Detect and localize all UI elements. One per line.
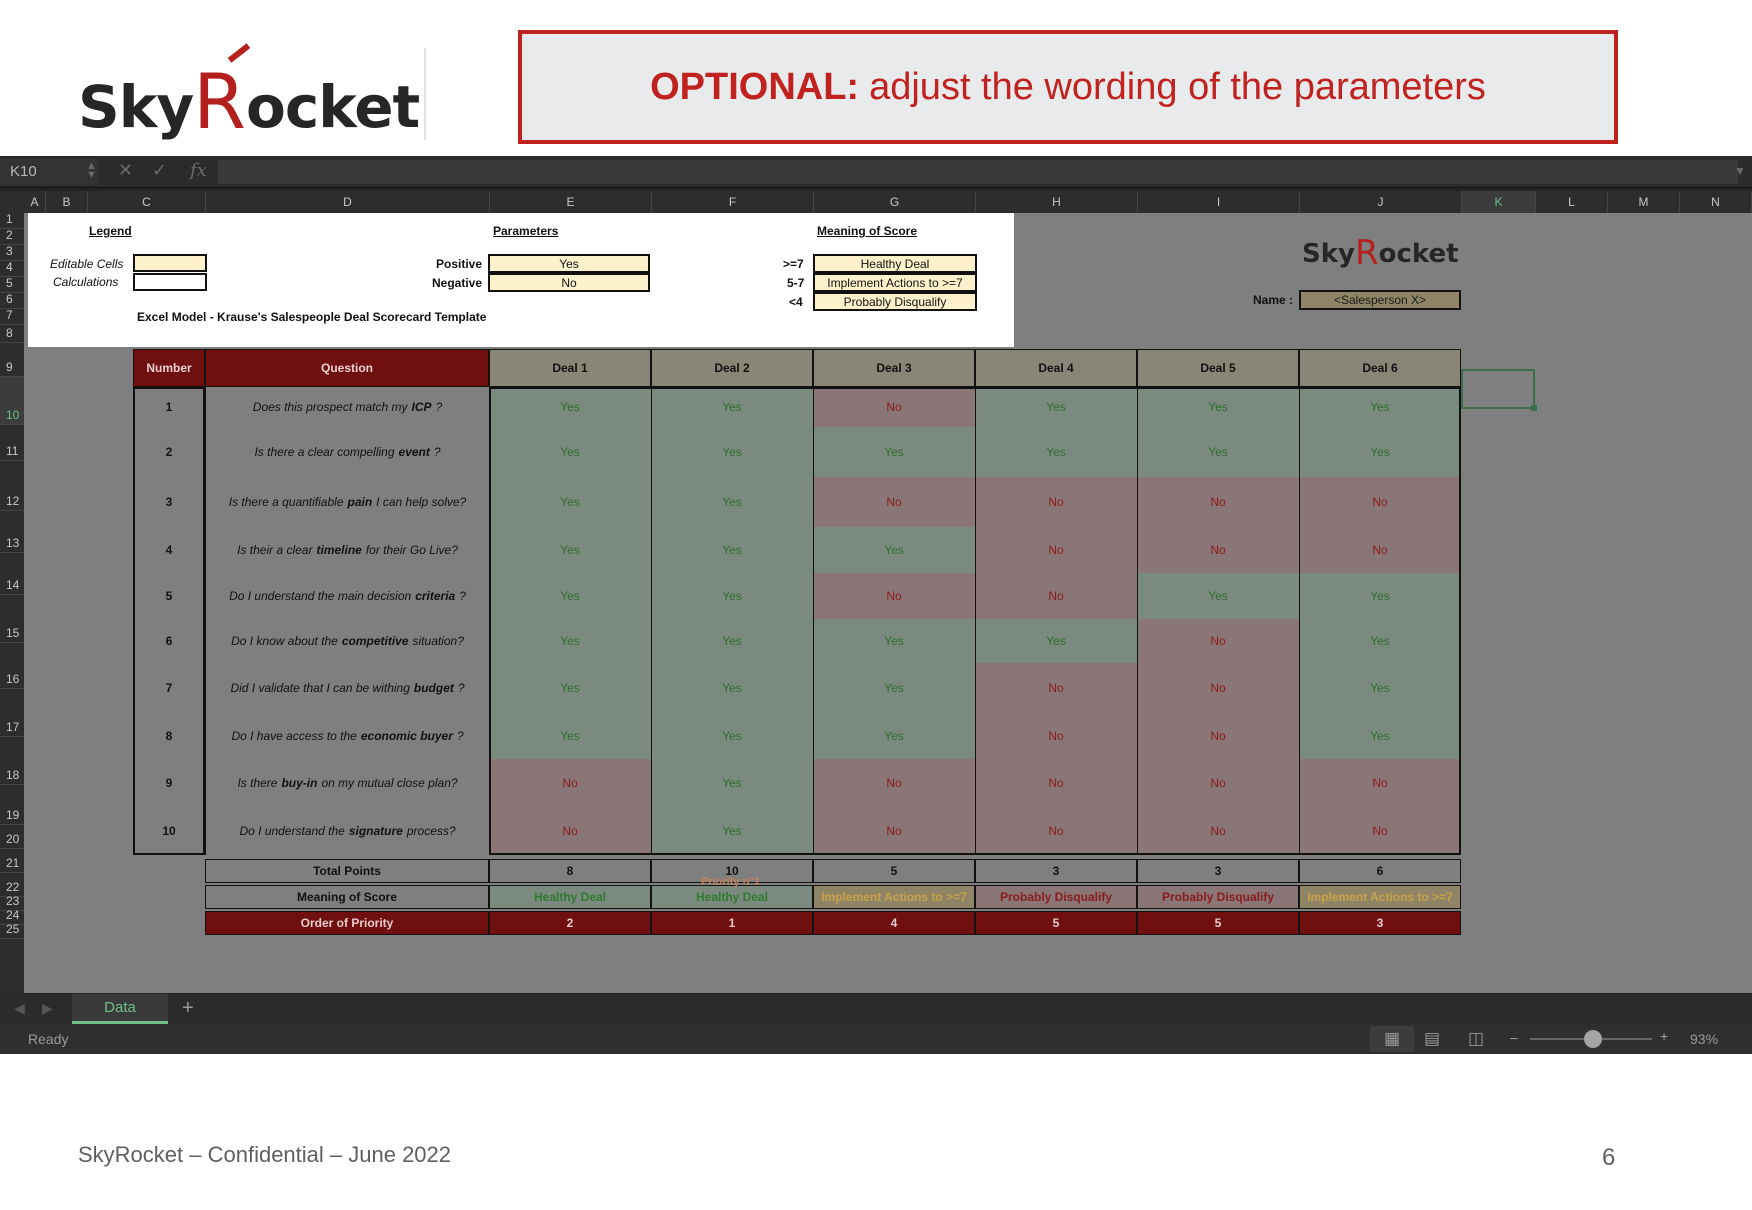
question-keyword: event: [398, 445, 430, 459]
footer-text: SkyRocket – Confidential – June 2022: [78, 1142, 452, 1167]
question-pre: Do I have access to the: [231, 729, 357, 743]
order-of-priority-cell: 2: [489, 911, 651, 935]
column-header[interactable]: J: [1300, 191, 1462, 213]
question-text: [205, 527, 489, 573]
header-deal: Deal 5: [1137, 349, 1299, 387]
question-text: [205, 573, 489, 619]
row-header[interactable]: 3: [0, 245, 24, 261]
question-number: 10: [162, 824, 176, 838]
answer-cell[interactable]: Yes: [651, 759, 813, 807]
order-of-priority-cell: 1: [651, 911, 813, 935]
banner-text: adjust the wording of the parameters: [869, 65, 1486, 108]
answer-cell[interactable]: Yes: [975, 387, 1137, 427]
scroll-left-icon[interactable]: ◀: [14, 1000, 25, 1016]
row-header[interactable]: 10: [0, 377, 24, 425]
column-header[interactable]: I: [1138, 191, 1300, 213]
answer-cell[interactable]: No: [813, 807, 975, 855]
total-points-cell: 5: [813, 859, 975, 883]
status-bar: [0, 1024, 1752, 1054]
meaning-of-score-cell: Healthy Deal: [651, 885, 813, 909]
question-pre: Is there: [237, 776, 278, 790]
question-text: [205, 477, 489, 527]
order-of-priority-cell: 5: [975, 911, 1137, 935]
page-break-icon[interactable]: ◫: [1468, 1029, 1485, 1048]
answer-cell[interactable]: No: [1299, 527, 1461, 573]
row-header[interactable]: 9: [0, 343, 24, 377]
answer-cell[interactable]: Yes: [489, 387, 651, 427]
logo-text-sky: Sky: [78, 73, 194, 141]
question-text: [205, 619, 489, 663]
question-number: 7: [165, 681, 173, 695]
answer-cell[interactable]: Yes: [651, 713, 813, 759]
answer-cell[interactable]: Yes: [975, 427, 1137, 477]
answer-cell[interactable]: Yes: [489, 713, 651, 759]
status-text: Ready: [28, 1031, 69, 1047]
answer-cell[interactable]: Yes: [1137, 427, 1299, 477]
column-header[interactable]: L: [1536, 191, 1608, 213]
answer-cell[interactable]: No: [975, 573, 1137, 619]
legend-editable-swatch: [133, 254, 207, 272]
answer-cell[interactable]: Yes: [489, 619, 651, 663]
total-points-cell: 10: [651, 859, 813, 883]
confirm-icon[interactable]: ✓: [152, 160, 168, 180]
answer-cell[interactable]: Yes: [1137, 573, 1299, 619]
name-label: Name :: [1253, 293, 1294, 307]
column-header[interactable]: C: [88, 191, 206, 213]
answer-cell[interactable]: Yes: [489, 573, 651, 619]
answer-cell[interactable]: Yes: [975, 619, 1137, 663]
column-header[interactable]: A: [24, 191, 46, 213]
row-header[interactable]: 16: [0, 643, 24, 689]
cancel-icon[interactable]: ✕: [118, 160, 134, 180]
total-points-cell: 3: [1137, 859, 1299, 883]
total-points-cell: 6: [1299, 859, 1461, 883]
logo-text-ocket: ocket: [245, 73, 420, 141]
order-of-priority-cell: 5: [1137, 911, 1299, 935]
question-pre: Is there a quantifiable: [228, 495, 344, 509]
answer-cell[interactable]: No: [975, 759, 1137, 807]
answer-cell[interactable]: No: [975, 713, 1137, 759]
row-header[interactable]: 25: [0, 925, 24, 939]
page-number: 6: [1602, 1144, 1616, 1171]
answer-cell[interactable]: No: [975, 527, 1137, 573]
answer-cell[interactable]: Yes: [1299, 713, 1461, 759]
legend-title: Legend: [89, 224, 132, 238]
question-number: 5: [165, 589, 173, 603]
answer-cell[interactable]: Yes: [1299, 619, 1461, 663]
question-text: [205, 427, 489, 477]
zoom-in-button[interactable]: +: [1660, 1028, 1669, 1044]
answer-cell[interactable]: No: [813, 477, 975, 527]
column-header[interactable]: K: [1462, 191, 1536, 213]
question-number: 6: [165, 634, 173, 648]
normal-view-icon[interactable]: ▦: [1370, 1026, 1414, 1052]
answer-cell[interactable]: Yes: [1299, 427, 1461, 477]
row-header[interactable]: 18: [0, 737, 24, 785]
answer-cell[interactable]: Yes: [651, 807, 813, 855]
answer-cell[interactable]: Yes: [1299, 663, 1461, 713]
zoom-out-button[interactable]: –: [1510, 1029, 1518, 1045]
answer-cell[interactable]: No: [489, 807, 651, 855]
sheet-tab-data[interactable]: Data: [72, 994, 168, 1024]
meaning-of-score-cell: Implement Actions to >=7: [813, 885, 975, 909]
column-header[interactable]: D: [206, 191, 490, 213]
meaning-r3-value[interactable]: Probably Disqualify: [813, 292, 977, 311]
question-number: 8: [165, 729, 173, 743]
banner-bold-text: OPTIONAL:: [650, 65, 860, 108]
answer-cell[interactable]: Yes: [651, 387, 813, 427]
zoom-level: 93%: [1690, 1031, 1719, 1047]
answer-cell[interactable]: No: [1137, 663, 1299, 713]
row-header[interactable]: 15: [0, 595, 24, 643]
answer-cell[interactable]: No: [1137, 477, 1299, 527]
row-header[interactable]: 5: [0, 277, 24, 293]
zoom-slider-knob[interactable]: [1584, 1030, 1602, 1048]
answer-cell[interactable]: No: [489, 759, 651, 807]
question-pre: Do I understand the main decision: [229, 589, 412, 603]
row-header[interactable]: 22: [0, 873, 24, 897]
excel-window: [0, 156, 1752, 1054]
header-divider: [424, 48, 426, 140]
fill-handle[interactable]: [1531, 405, 1537, 411]
answer-cell[interactable]: No: [813, 387, 975, 427]
question-pre: Do I know about the: [231, 634, 338, 648]
answer-cell[interactable]: No: [1137, 713, 1299, 759]
row-header[interactable]: 6: [0, 293, 24, 309]
question-text: [205, 759, 489, 807]
row-header[interactable]: 8: [0, 325, 24, 343]
order-of-priority-cell: 4: [813, 911, 975, 935]
order-of-priority-label: Order of Priority: [205, 911, 489, 935]
header-deal: Deal 3: [813, 349, 975, 387]
answer-cell[interactable]: No: [1299, 807, 1461, 855]
answer-cell[interactable]: Yes: [651, 619, 813, 663]
small-skyrocket-logo: [1302, 223, 1462, 274]
priority-note: Priority n°1: [701, 876, 760, 888]
column-header[interactable]: N: [1680, 191, 1752, 213]
answer-cell[interactable]: Yes: [489, 427, 651, 477]
answer-cell[interactable]: No: [1137, 619, 1299, 663]
answer-cell[interactable]: No: [1137, 527, 1299, 573]
answer-cell[interactable]: Yes: [651, 527, 813, 573]
answer-cell[interactable]: No: [1137, 759, 1299, 807]
answer-cell[interactable]: Yes: [489, 477, 651, 527]
negative-label: Negative: [432, 276, 483, 290]
row-header[interactable]: 2: [0, 229, 24, 245]
question-keyword: competitive: [341, 634, 409, 648]
row-header[interactable]: 11: [0, 425, 24, 461]
column-header[interactable]: M: [1608, 191, 1680, 213]
small-logo-sky: Sky: [1302, 239, 1355, 269]
header-number: Number: [133, 349, 205, 387]
legend-calculations-label: Calculations: [53, 275, 119, 289]
answer-cell[interactable]: Yes: [651, 573, 813, 619]
page-layout-icon[interactable]: ▤: [1424, 1029, 1441, 1048]
answer-cell[interactable]: Yes: [651, 663, 813, 713]
row-header[interactable]: 21: [0, 849, 24, 873]
question-post: I can help solve?: [376, 495, 467, 509]
legend-calculations-swatch: [133, 273, 207, 291]
header-question: Question: [205, 349, 489, 387]
question-pre: Does this prospect match my: [252, 400, 408, 414]
answer-cell[interactable]: Yes: [813, 663, 975, 713]
row-header[interactable]: 14: [0, 553, 24, 595]
positive-label: Positive: [436, 257, 483, 271]
meaning-r2-label: 5-7: [787, 276, 805, 290]
row-header[interactable]: 13: [0, 511, 24, 553]
answer-cell[interactable]: Yes: [651, 477, 813, 527]
formula-bar: [0, 156, 1752, 188]
meaning-of-score-cell: Implement Actions to >=7: [1299, 885, 1461, 909]
question-number: 9: [165, 776, 173, 790]
question-text: [205, 387, 489, 427]
answer-cell[interactable]: No: [1299, 759, 1461, 807]
row-header[interactable]: 12: [0, 461, 24, 511]
skyrocket-logo: [78, 36, 420, 146]
question-post: for their Go Live?: [365, 543, 458, 557]
meaning-of-score-cell: Probably Disqualify: [975, 885, 1137, 909]
meaning-r1-label: >=7: [783, 257, 804, 271]
answer-cell[interactable]: Yes: [1299, 573, 1461, 619]
meaning-title: Meaning of Score: [817, 224, 918, 238]
up-down-arrows-icon[interactable]: ▲ ▼: [86, 160, 97, 181]
question-text: [205, 713, 489, 759]
order-of-priority-cell: 3: [1299, 911, 1461, 935]
row-header[interactable]: 7: [0, 309, 24, 325]
question-post: ?: [459, 589, 466, 603]
answer-cell[interactable]: Yes: [813, 619, 975, 663]
row-headers: [0, 213, 24, 993]
worksheet-grid[interactable]: [24, 213, 1752, 993]
answer-cell[interactable]: Yes: [1137, 387, 1299, 427]
question-number: 4: [165, 543, 173, 557]
question-pre: Did I validate that I can be withing: [230, 681, 410, 695]
question-post: situation?: [412, 634, 464, 648]
total-points-cell: 3: [975, 859, 1137, 883]
question-number: 2: [165, 445, 173, 459]
add-sheet-button[interactable]: +: [182, 997, 194, 1019]
logo-r-text: R: [193, 56, 246, 146]
answer-cell[interactable]: No: [975, 477, 1137, 527]
positive-value-cell[interactable]: Yes: [488, 254, 650, 273]
answer-cell[interactable]: Yes: [813, 427, 975, 477]
sheet-tab-bar: [0, 994, 1752, 1024]
parameters-title: Parameters: [493, 224, 559, 238]
header-deal: Deal 2: [651, 349, 813, 387]
header-deal: Deal 4: [975, 349, 1137, 387]
legend-editable-label: Editable Cells: [50, 257, 124, 271]
total-points-cell: 8: [489, 859, 651, 883]
formula-input[interactable]: [218, 160, 1738, 184]
meaning-of-score-cell: Probably Disqualify: [1137, 885, 1299, 909]
name-box[interactable]: K10: [0, 159, 98, 185]
question-keyword: criteria: [415, 589, 456, 603]
question-keyword: timeline: [316, 543, 362, 557]
salesperson-name-cell[interactable]: <Salesperson X>: [1299, 290, 1461, 310]
question-post: ?: [456, 729, 464, 743]
answer-cell[interactable]: No: [813, 759, 975, 807]
question-number: 1: [165, 400, 173, 414]
question-keyword: pain: [347, 495, 373, 509]
scroll-right-icon[interactable]: ▶: [42, 1000, 53, 1016]
question-post: ?: [435, 400, 443, 414]
model-title: Excel Model - Krause's Salespeople Deal Scorecard Template: [137, 310, 487, 324]
question-keyword: signature: [348, 824, 403, 838]
question-keyword: economic buyer: [360, 729, 453, 743]
row-header[interactable]: 23: [0, 897, 24, 911]
answer-cell[interactable]: Yes: [489, 663, 651, 713]
question-pre: Is their a clear: [237, 543, 313, 557]
answer-cell[interactable]: Yes: [813, 713, 975, 759]
answer-cell[interactable]: No: [1299, 477, 1461, 527]
meaning-of-score-label: Meaning of Score: [205, 885, 489, 909]
question-keyword: budget: [413, 681, 454, 695]
question-pre: Do I understand the: [239, 824, 345, 838]
logo-letter-r: [193, 56, 246, 146]
meaning-r2-value[interactable]: Implement Actions to >=7: [813, 273, 977, 292]
answer-cell[interactable]: No: [975, 663, 1137, 713]
meaning-r1-value[interactable]: Healthy Deal: [813, 254, 977, 273]
optional-banner: [518, 30, 1618, 144]
selected-cell-k10[interactable]: [1461, 369, 1535, 409]
row-header[interactable]: 4: [0, 261, 24, 277]
header-deal: Deal 1: [489, 349, 651, 387]
answer-cell[interactable]: Yes: [1299, 387, 1461, 427]
question-post: process?: [406, 824, 456, 838]
question-post: ?: [457, 681, 465, 695]
question-text: [205, 807, 489, 855]
question-text: [205, 663, 489, 713]
answer-cell[interactable]: No: [975, 807, 1137, 855]
total-points-label: Total Points: [205, 859, 489, 883]
meaning-of-score-cell: Healthy Deal: [489, 885, 651, 909]
answer-cell[interactable]: Yes: [813, 527, 975, 573]
column-header[interactable]: B: [46, 191, 88, 213]
question-number: 3: [165, 495, 173, 509]
question-keyword: buy-in: [281, 776, 318, 790]
column-header[interactable]: E: [490, 191, 652, 213]
row-header[interactable]: 1: [0, 213, 24, 229]
meaning-r3-label: <4: [789, 295, 803, 309]
row-header[interactable]: 19: [0, 785, 24, 825]
question-post: on my mutual close plan?: [321, 776, 458, 790]
row-header[interactable]: 17: [0, 689, 24, 737]
small-logo-ocket: ocket: [1378, 239, 1459, 269]
answer-cell[interactable]: No: [813, 573, 975, 619]
fx-icon[interactable]: fx: [190, 160, 207, 181]
row-header[interactable]: 20: [0, 825, 24, 849]
negative-value-cell[interactable]: No: [488, 273, 650, 292]
row-header[interactable]: 24: [0, 911, 24, 925]
answer-cell[interactable]: Yes: [651, 427, 813, 477]
column-header[interactable]: H: [976, 191, 1138, 213]
header-deal: Deal 6: [1299, 349, 1461, 387]
question-keyword: ICP: [411, 400, 432, 414]
small-logo-r: R: [1354, 233, 1379, 274]
question-pre: Is there a clear compelling: [254, 445, 395, 459]
column-headers: [0, 191, 1752, 213]
column-header[interactable]: F: [652, 191, 814, 213]
question-post: ?: [433, 445, 441, 459]
expand-formula-icon[interactable]: ▼: [1734, 164, 1746, 178]
answer-cell[interactable]: Yes: [489, 527, 651, 573]
answer-cell[interactable]: No: [1137, 807, 1299, 855]
column-header[interactable]: G: [814, 191, 976, 213]
